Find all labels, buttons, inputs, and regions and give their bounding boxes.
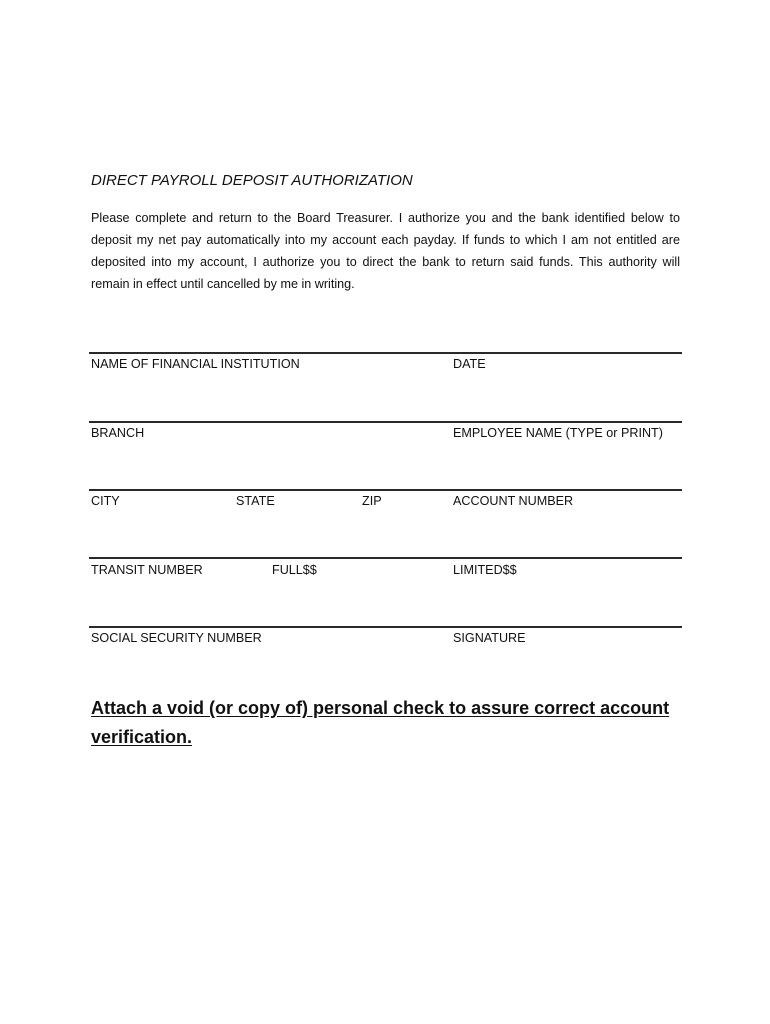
label-branch: BRANCH <box>91 426 145 440</box>
label-financial-institution: NAME OF FINANCIAL INSTITUTION <box>91 357 300 371</box>
label-signature: SIGNATURE <box>453 631 526 645</box>
label-state: STATE <box>236 494 275 508</box>
label-ssn: SOCIAL SECURITY NUMBER <box>91 631 262 645</box>
line-financial-institution <box>89 352 682 354</box>
label-employee-name: EMPLOYEE NAME (TYPE or PRINT) <box>453 426 663 440</box>
authorization-paragraph: Please complete and return to the Board Treasurer. I authorize you and the bank identified below to deposit my net pay automatically into my account each payday. If funds to which I am not entitled are deposited into my account, I authorize you to direct the bank to return said funds. This authority will remain in effect until cancelled by me in writing. <box>91 211 680 291</box>
line-city <box>89 489 682 491</box>
label-city: CITY <box>91 494 120 508</box>
line-ssn <box>89 626 682 628</box>
line-transit-number <box>89 557 682 559</box>
label-account-number: ACCOUNT NUMBER <box>453 494 574 508</box>
label-date: DATE <box>453 357 486 371</box>
label-transit-number: TRANSIT NUMBER <box>91 563 203 577</box>
label-limited-amount: LIMITED$$ <box>453 563 517 577</box>
attach-check-notice: Attach a void (or copy of) personal check to assure correct account verification. <box>91 698 670 747</box>
label-full-amount: FULL$$ <box>272 563 317 577</box>
label-zip: ZIP <box>362 494 382 508</box>
form-title: DIRECT PAYROLL DEPOSIT AUTHORIZATION <box>91 172 413 189</box>
line-branch <box>89 421 682 423</box>
